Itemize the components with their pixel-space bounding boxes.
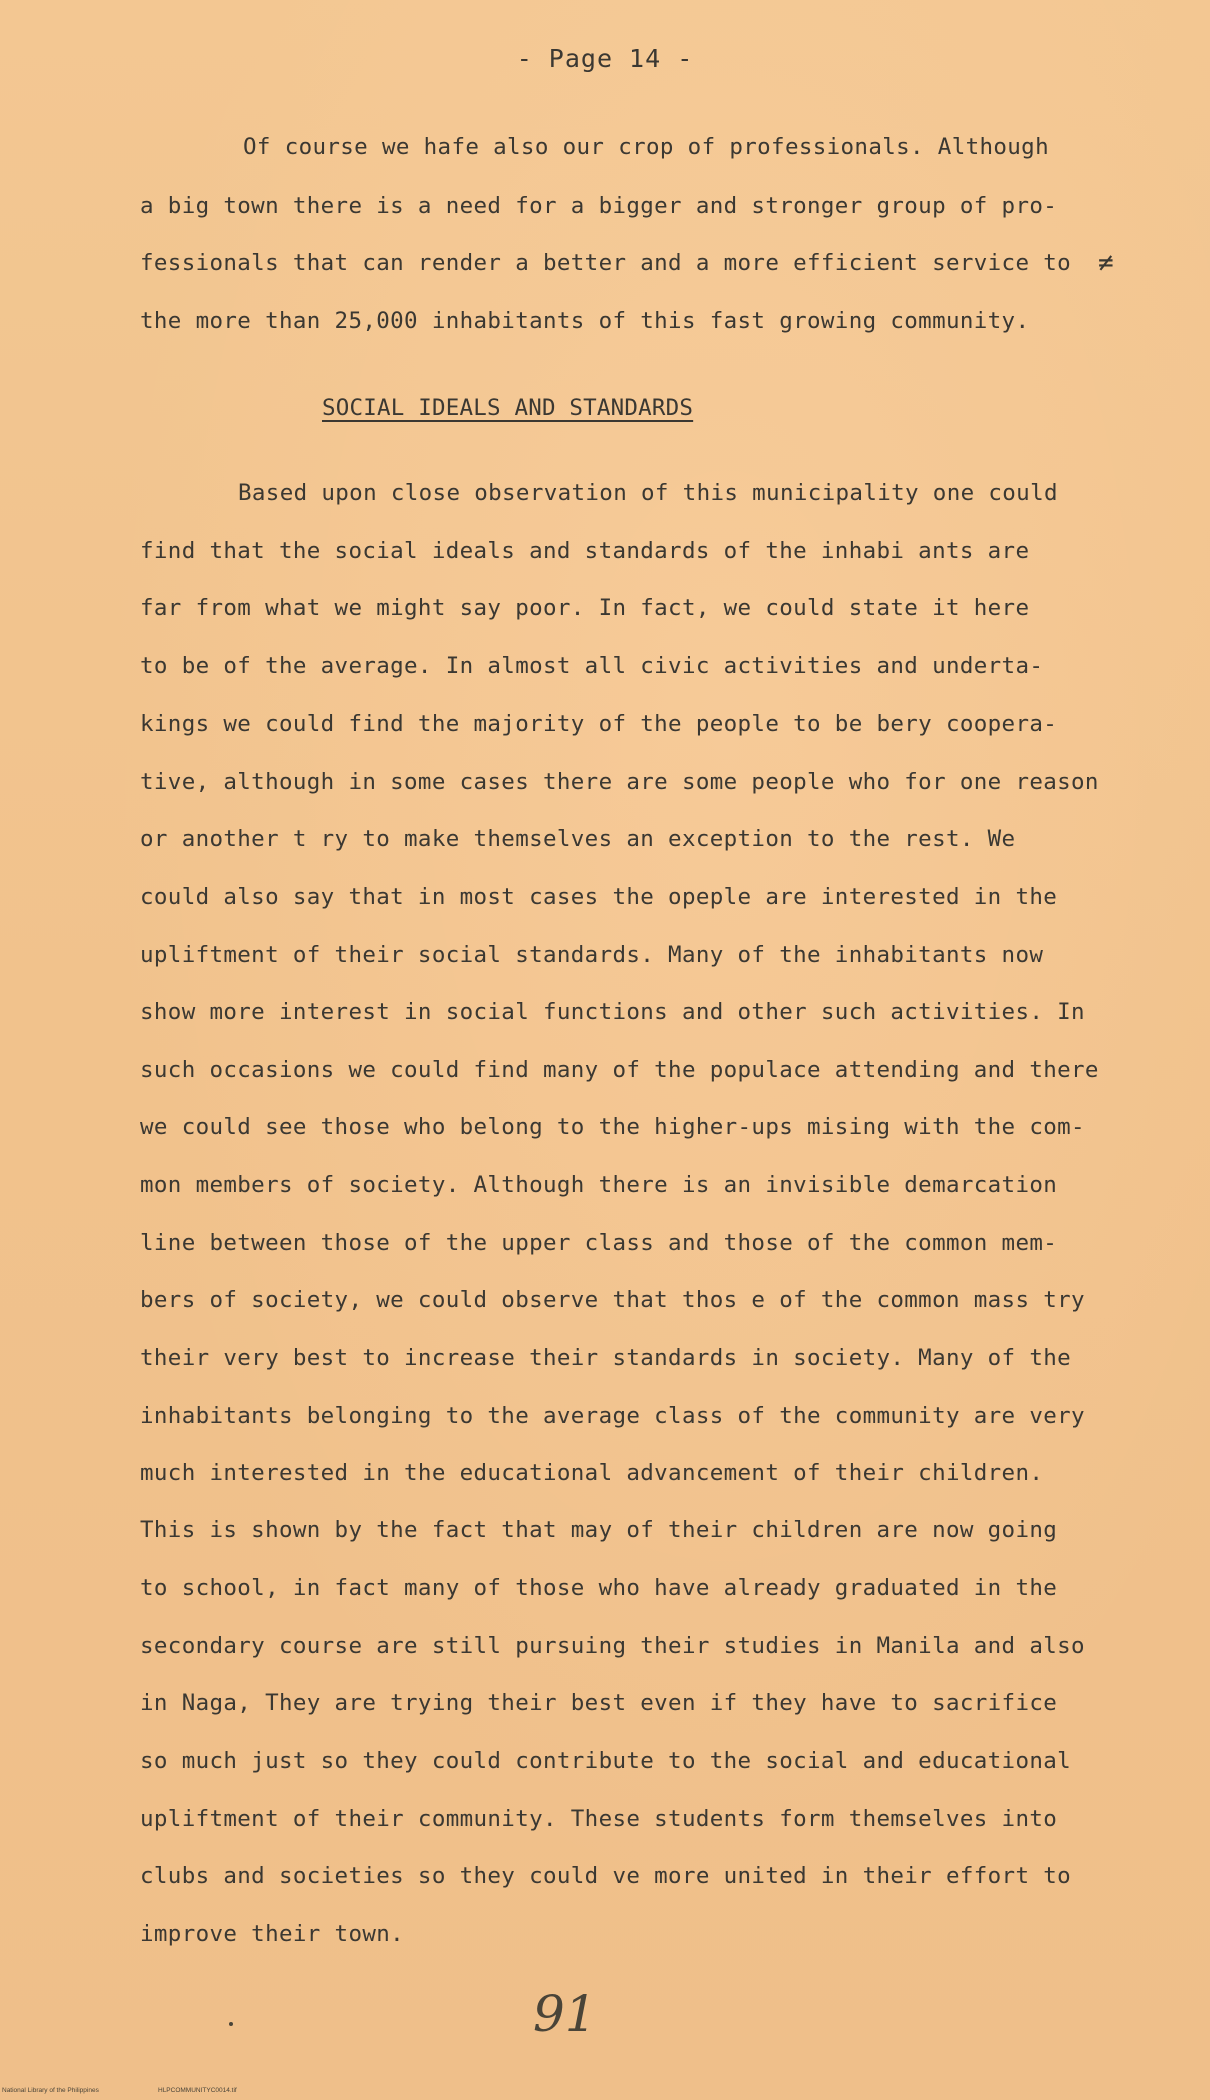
- paragraph1-line: fessionals that can render a better and a more efficient service to: [140, 250, 1072, 276]
- paragraph2-line: to be of the average. In almost all civic activities and underta-: [140, 653, 1044, 679]
- paragraph2-line: kings we could find the majority of the people to be bery coopera-: [140, 711, 1058, 737]
- paragraph2-line: or another t ry to make themselves an exception to the rest. We: [140, 826, 1016, 852]
- paragraph2-line: we could see those who belong to the higher-ups mising with the com-: [140, 1114, 1085, 1140]
- footer-file-name: HLPCOMMUNITYC0014.tif: [158, 2087, 237, 2094]
- paragraph2-line: bers of society, we could observe that thos e of the common mass try: [140, 1287, 1085, 1313]
- ink-dot: [229, 2022, 233, 2026]
- paragraph2-line: to school, in fact many of those who have already graduated in the: [140, 1575, 1058, 1601]
- paragraph2-line: such occasions we could find many of the populace attending and there: [140, 1057, 1099, 1083]
- paragraph2-line: clubs and societies so they could ve more united in their effort to: [140, 1863, 1072, 1889]
- paragraph2-line: find that the social ideals and standards of the inhabi ants are: [140, 538, 1030, 564]
- paragraph2-line: their very best to increase their standards in society. Many of the: [140, 1345, 1072, 1371]
- page-number: - Page 14 -: [516, 44, 694, 73]
- section-heading: SOCIAL IDEALS AND STANDARDS: [322, 395, 694, 421]
- footer-library-label: National Library of the Philippines: [2, 2087, 99, 2094]
- margin-correction-mark: ≠: [1098, 248, 1115, 278]
- paragraph1-line: the more than 25,000 inhabitants of this fast growing community.: [140, 308, 1030, 334]
- paragraph2-line: could also say that in most cases the opeple are interested in the: [140, 884, 1058, 910]
- paragraph2-line: This is shown by the fact that may of their children are now going: [140, 1517, 1058, 1543]
- paragraph2-line: tive, although in some cases there are some people who for one reason: [140, 769, 1099, 795]
- paragraph2-line: secondary course are still pursuing their studies in Manila and also: [140, 1633, 1085, 1659]
- handwritten-page-number: 91: [533, 1985, 597, 2043]
- paragraph2-line: in Naga, They are trying their best even if they have to sacrifice: [140, 1690, 1058, 1716]
- paragraph2-line: much interested in the educational advancement of their children.: [140, 1460, 1044, 1486]
- paragraph1-line: Of course we hafe also our crop of professionals. Although: [243, 134, 1049, 160]
- paragraph2-line: Based upon close observation of this municipality one could: [238, 480, 1058, 506]
- paragraph2-line: inhabitants belonging to the average class of the community are very: [140, 1403, 1085, 1429]
- paragraph2-line: far from what we might say poor. In fact, we could state it here: [140, 595, 1030, 621]
- paragraph2-line: line between those of the upper class and those of the common mem-: [140, 1230, 1058, 1256]
- paragraph2-line: improve their town.: [140, 1921, 405, 1947]
- paragraph2-line: so much just so they could contribute to the social and educational: [140, 1748, 1072, 1774]
- paragraph2-line: upliftment of their community. These students form themselves into: [140, 1806, 1058, 1832]
- paragraph2-line: upliftment of their social standards. Many of the inhabitants now: [140, 942, 1044, 968]
- paragraph1-line: a big town there is a need for a bigger and stronger group of pro-: [140, 193, 1058, 219]
- paragraph2-line: mon members of society. Although there is an invisible demarcation: [140, 1172, 1058, 1198]
- paragraph2-line: show more interest in social functions and other such activities. In: [140, 999, 1085, 1025]
